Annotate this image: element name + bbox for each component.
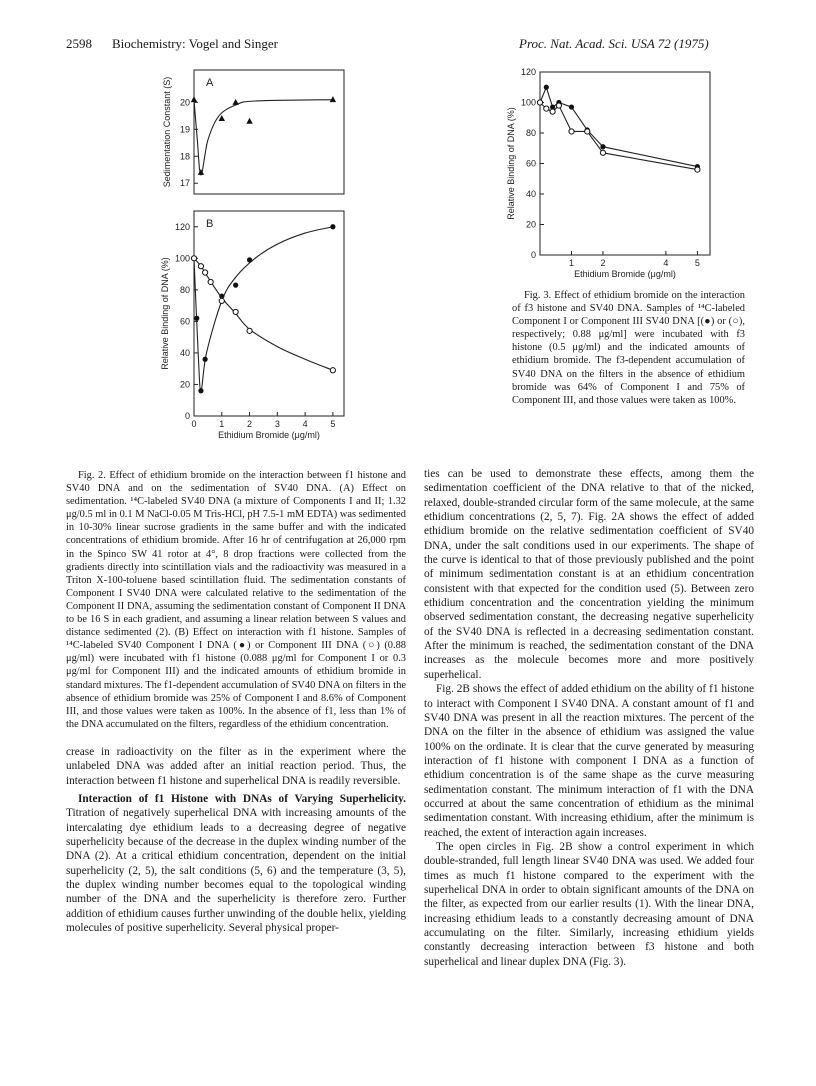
- fig2a-data-point: [232, 99, 238, 105]
- fig2b-xtick-label: 5: [330, 419, 336, 429]
- fig2b-data-point: [208, 279, 213, 284]
- fig2b-data-point: [247, 328, 252, 333]
- right-paragraph-3: The open circles in Fig. 2B show a control experiment in which double-stranded, full length linear SV40 DNA was used. We added four times as much f1 histone compared to the experiment with the superhelical DNA in order to obtain significant amounts of the DNA on the filter, as expected from our earlier results (1). With the linear DNA, increasing ethidium leads to a constantly decreasing amount of DNA accumulating on the filter. Similarly, increasing ethidium yields constantly decreasing interaction between f3 histone and both superhelical and linear duplex DNA (Fig. 3).: [424, 840, 754, 968]
- fig2a-series-0-line: [194, 100, 333, 175]
- fig2a-data-point: [246, 118, 252, 124]
- section-heading: Interaction of f1 Histone with DNAs of Varying Superhelicity.: [78, 793, 406, 806]
- fig2b-xtick-label: 1: [219, 419, 225, 429]
- fig3-data-point: [544, 106, 549, 111]
- fig3-xtick-label: 2: [600, 258, 606, 268]
- fig3-caption: [512, 289, 745, 407]
- fig2a-ytick-label: 20: [179, 97, 190, 108]
- page-number: 2598: [66, 36, 92, 51]
- fig3-series-0-line: [540, 87, 697, 166]
- fig2a-ytick-label: 17: [179, 178, 190, 189]
- fig3-ytick-label: 80: [525, 128, 536, 138]
- journal-citation: Proc. Nat. Acad. Sci. USA 72 (1975): [519, 36, 709, 51]
- fig2a-data-point: [191, 96, 197, 102]
- fig2a-data-point: [198, 169, 204, 175]
- left-paragraph-2: [66, 792, 406, 935]
- fig2b-series-0-line: [194, 227, 333, 391]
- fig3-chart: [500, 64, 730, 284]
- fig2b-panel-label: B: [206, 218, 214, 230]
- fig2b-series-1-line: [194, 258, 333, 370]
- right-paragraph-2: Fig. 2B shows the effect of added ethidium on the ability of f1 histone to interact with Component I SV40 DNA. A constant amount of f1 and SV40 DNA was present in all the reaction mixtures. The percent of the DNA on the filter in the absence of ethidium was assigned the value 100% on the ordinate. It is clear that the curve generated by measuring interaction of f1 histone with component I DNA as a function of ethidium concentration is of the same shape as the curve measuring sedimentation constant. The minimum interaction of f1 with the DNA occurred at about the same concentration of ethidium as the minimal sedimentation constant. With increasing ethidium, after the minimum is reached, the extent of interaction again increases.: [424, 683, 754, 839]
- left-paragraph-2-text: Titration of negatively superhelical DNA with increasing amounts of the intercalating dye ethidium leads to a decreasing degree of negative superhelicity because of the decrease in the duplex winding number of the DNA (2). At a critical ethidium concentration, dependent on the initial superhelicity (2, 5), the salt conditions (5, 6) and the temperature (3, 5), the duplex winding number becomes equal to the topological winding number of the DNA and the superhelicity is therefore zero. Further addition of ethidium causes further unwinding of the double helix, yielding molecules of positive superhelicity. Several physical proper-: [66, 807, 406, 935]
- fig2a-ytick-label: 18: [179, 151, 190, 162]
- fig2b-ytick-label: 0: [184, 411, 190, 421]
- fig2b-data-point: [233, 309, 238, 314]
- fig2b-frame: [194, 211, 344, 416]
- fig2b-xtick-label: 0: [191, 419, 197, 429]
- fig3-xtick-label: 4: [663, 258, 669, 268]
- left-paragraph-1: crease in radioactivity on the filter as in the experiment where the unlabeled DNA was added after an initial reaction period. Thus, the interaction between f1 histone and superhelical DNA is readily reversible.: [66, 746, 406, 787]
- fig2b-data-point: [198, 264, 203, 269]
- fig2a-panel-label: A: [206, 77, 214, 89]
- fig2b-data-point: [330, 224, 335, 229]
- fig3-data-point: [600, 144, 605, 149]
- fig3-ylabel: Relative Binding of DNA (%): [506, 107, 516, 220]
- fig3-data-point: [600, 150, 605, 155]
- fig3-data-point: [569, 104, 574, 109]
- fig2b-data-point: [191, 256, 196, 261]
- fig3-ytick-label: 40: [525, 189, 536, 199]
- fig2b-ytick-label: 100: [174, 253, 190, 264]
- fig2b-xlabel: Ethidium Bromide (μg/ml): [218, 430, 320, 440]
- fig2b-xtick-label: 2: [247, 419, 253, 429]
- fig2b-data-point: [247, 257, 252, 262]
- fig3-ytick-label: 0: [530, 250, 536, 260]
- fig3-ytick-label: 60: [525, 158, 536, 169]
- fig3-data-point: [550, 109, 555, 114]
- fig2a-chart: [160, 66, 360, 226]
- right-column-body: [424, 467, 754, 969]
- fig3-xtick-label: 5: [694, 258, 700, 268]
- fig3-ytick-label: 100: [520, 97, 536, 108]
- fig2b-data-point: [233, 283, 238, 288]
- fig2b-data-point: [219, 298, 224, 303]
- fig2b-data-point: [194, 316, 199, 321]
- fig2b-data-point: [203, 270, 208, 275]
- fig2b-xtick-label: 4: [302, 419, 308, 429]
- fig2b-data-point: [330, 368, 335, 373]
- fig3-xtick-label: 1: [568, 258, 574, 268]
- left-column-body: [66, 745, 406, 935]
- fig2a-ylabel: Sedimentation Constant (S): [162, 76, 172, 188]
- fig2b-ytick-label: 120: [174, 221, 190, 232]
- fig3-data-point: [695, 167, 700, 172]
- fig2-caption: [66, 469, 406, 731]
- fig2b-ytick-label: 60: [179, 316, 190, 327]
- fig3-data-point: [544, 85, 549, 90]
- fig3-xlabel: Ethidium Bromide (μg/ml): [574, 269, 676, 279]
- fig2a-frame: [194, 70, 344, 194]
- fig2b-xtick-label: 3: [274, 419, 280, 429]
- fig2b-ylabel: Relative Binding of DNA (%): [160, 257, 170, 370]
- fig2b-data-point: [203, 357, 208, 362]
- fig2b-ytick-label: 20: [179, 379, 190, 390]
- fig2-caption-text: Fig. 2. Effect of ethidium bromide on the interaction between f1 histone and SV40 DNA and on the sedimentation of SV40 DNA. (A) Effect on sedimentation. ¹⁴C-labeled SV40 DNA (a mixture of Components I and II; 1.32 μg/0.5 ml in 0.1 M NaCl-0.05 M Tris-HCl, pH 7.5-1 mM EDTA) was sedimented in 10-30% linear sucrose gradients in the same buffer and with the indicated concentrations of ethidium bromide. After 16 hr of centrifugation at 26,000 rpm in the Spinco SW 41 rotor at 4°, 8 drop fractions were collected from the gradients directly into scintillation vials and the radioactivity was measured in a Triton X-100-toluene based scintillation fluid. The sedimentation constants of Component I SV40 DNA were calculated relative to the sedimentation of the Component II DNA, assuming the sedimentation constant of Component II DNA to be 16 S in each gradient, and assuming a linear relation between S values and distance sedimented (2). (B) Effect on interaction with f1 histone. Samples of ¹⁴C-labeled SV40 Component I DNA (●) or Component III DNA (○) (0.88 μg/ml) were incubated with f1 histone (0.088 μg/ml for Component I or 0.3 μg/ml for Component III) and the indicated amounts of ethidium bromide in standard mixtures. The f1-dependent accumulation of SV40 DNA on filters in the absence of ethidium bromide was 25% of Component I and 8.6% of Component III, and those values were taken as 100%. In the absence of f1, less than 1% of the DNA accumulated on the filters, regardless of the ethidium concentration.: [66, 470, 406, 730]
- fig3-ytick-label: 120: [520, 67, 536, 77]
- running-title: Biochemistry: Vogel and Singer: [112, 36, 278, 51]
- fig3-caption-text: Fig. 3. Effect of ethidium bromide on the interaction of f3 histone and SV40 DNA. Samples of ¹⁴C-labeled Component I or Component III SV40 DNA [(●) or (○), respectively; 0.88 μg/ml] were incubated with f3 histone (0.5 μg/ml) and the indicated amounts of ethidium bromide. The f3-dependent accumulation of SV40 DNA on the filters in the absence of ethidium bromide was 64% of Component I and 75% of Component III, and those values were taken as 100%.: [512, 290, 745, 406]
- fig3-data-point: [556, 103, 561, 108]
- fig3-data-point: [569, 129, 574, 134]
- fig2b-chart: [160, 205, 370, 470]
- fig2b-data-point: [198, 388, 203, 393]
- right-paragraph-1: ties can be used to demonstrate these effects, among them the sedimentation coefficient of the DNA relative to that of the nicked, relaxed, double-stranded circular form of the same molecule, at the same ethidium concentrations (2, 5, 7). Fig. 2A shows the effect of added ethidium bromide on the relative sedimentation coefficient of SV40 DNA, under the salt conditions used in our experiments. The shape of the curve is identical to that of those previously published and the point of minimum sedimentation constant is at an ethidium concentration consistent with that expected for the condition used (5). Between zero ethidium concentration and the concentration yielding the minimum observed sedimentation constant, the decreasing negative superhelicity of the SV40 DNA is reflected in a decreasing sedimentation constant. After the minimum is reached, the sedimentation constant of the DNA increases as the molecule becomes more and more positively superhelical.: [424, 468, 754, 681]
- fig2b-ytick-label: 80: [179, 284, 190, 295]
- fig3-ytick-label: 20: [525, 219, 536, 230]
- fig3-data-point: [537, 100, 542, 105]
- fig3-series-1-line: [540, 103, 697, 170]
- fig3-data-point: [585, 129, 590, 134]
- fig2a-ytick-label: 19: [179, 124, 190, 135]
- fig2b-ytick-label: 40: [179, 347, 190, 358]
